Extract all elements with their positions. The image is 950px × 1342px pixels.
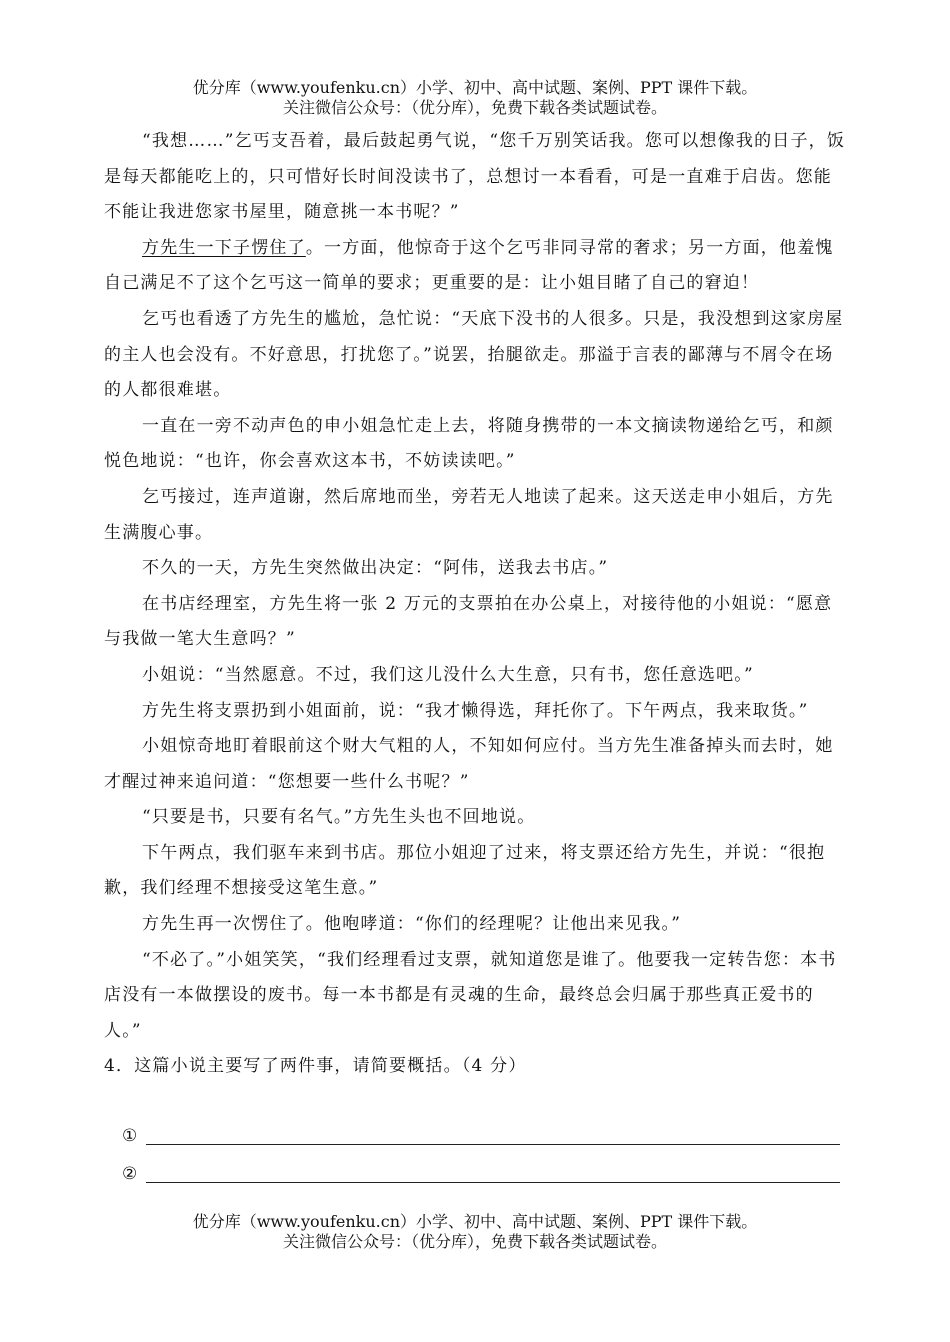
paragraph: 乞丐接过，连声道谢，然后席地而坐，旁若无人地读了起来。这天送走申小姐后，方先生满腹心事。 xyxy=(104,486,834,543)
header-line-2: 关注微信公众号：（优分库），免费下载各类试题试卷。 xyxy=(282,98,667,117)
paragraph: 乞丐也看透了方先生的尴尬，急忙说：“天底下没书的人很多。只是，我没想到这家房屋的主人也会没有。不好意思，打扰您了。”说罢，抬腿欲走。那溢于言表的鄙薄与不屑令在场的人都很难堪。 xyxy=(104,308,844,401)
paragraph: 在书店经理室，方先生将一张 2 万元的支票拍在办公桌上，对接待他的小姐说：“愿意与我做一笔大生意吗？” xyxy=(104,593,833,650)
paragraph: 方先生再一次愣住了。他咆哮道：“你们的经理呢？让他出来见我。” xyxy=(142,914,682,935)
paragraph: 不久的一天，方先生突然做出决定：“阿伟，送我去书店。” xyxy=(142,558,609,579)
paragraph-text: 。一方面，他惊奇于这个乞丐非同寻常的奢求；另一方面，他羞愧自己满足不了这个乞丐这一简单的要求；更重要的是：让小姐目睹了自己的窘迫！ xyxy=(104,237,834,294)
paragraph: “只要是书，只要有名气。”方先生头也不回地说。 xyxy=(142,807,536,828)
paragraph: 小姐惊奇地盯着眼前这个财大气粗的人，不知如何应付。当方先生准备掉头而去时，她才醒过神来追问道：“您想要一些什么书呢？” xyxy=(104,736,834,792)
answer-underline xyxy=(146,1182,840,1183)
page-header xyxy=(0,78,950,118)
paragraph: “不必了。”小姐笑笑，“我们经理看过支票，就知道您是谁了。他要我一定转告您：本书店没有一本做摆设的废书。每一本书都是有灵魂的生命，最终总会归属于那些真正爱书的人。” xyxy=(104,949,837,1041)
paragraph: 一直在一旁不动声色的申小姐急忙走上去，将随身携带的一本文摘读物递给乞丐，和颜悦色地说：“也许，你会喜欢这本书，不妨读读吧。” xyxy=(104,415,834,472)
answer-mark: ① xyxy=(122,1126,138,1146)
paragraph: 下午两点，我们驱车来到书店。那位小姐迎了过来，将支票还给方先生，并说：“很抱歉，我们经理不想接受这笔生意。” xyxy=(104,842,826,899)
question-prompt: 4．这篇小说主要写了两件事，请简要概括。（4 分） xyxy=(104,1056,527,1077)
answer-underline xyxy=(146,1144,840,1145)
footer-line-1: 优分库（www.youfenku.cn）小学、初中、高中试题、案例、PPT 课件下载。 xyxy=(192,1212,758,1231)
paragraph: “我想……”乞丐支吾着，最后鼓起勇气说，“您千万别笑话我。您可以想像我的日子，饭是每天都能吃上的，只可惜好长时间没读书了，总想讨一本看看，可是一直难于启齿。您能不能让我进您家书屋里，随意挑一本书呢？” xyxy=(104,131,846,223)
footer-line-2: 关注微信公众号：（优分库），免费下载各类试题试卷。 xyxy=(282,1232,667,1251)
answer-mark: ② xyxy=(122,1164,138,1184)
page-footer xyxy=(0,1212,950,1252)
paragraph: 小姐说：“当然愿意。不过，我们这儿没什么大生意，只有书，您任意选吧。” xyxy=(142,664,754,685)
header-line-1: 优分库（www.youfenku.cn）小学、初中、高中试题、案例、PPT 课件下载。 xyxy=(192,78,758,97)
underlined-sentence: 方先生一下子愣住了 xyxy=(142,237,306,258)
paragraph xyxy=(104,231,846,302)
article-body xyxy=(104,124,846,1085)
paragraph: 方先生将支票扔到小姐面前，说：“我才懒得选，拜托你了。下午两点，我来取货。” xyxy=(142,700,809,721)
